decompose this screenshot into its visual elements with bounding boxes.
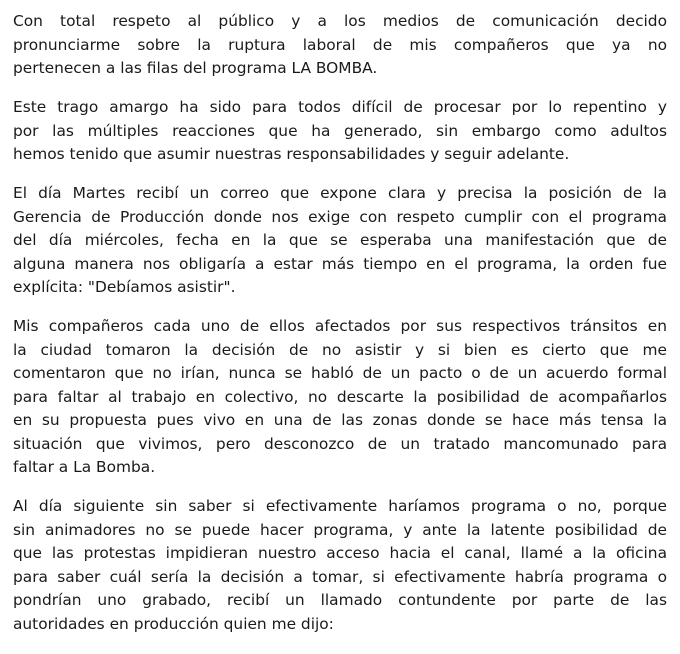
text-line: El día Martes recibí un correo que expone clara y precisa la posición de la [13, 184, 667, 202]
text-line: que las protestas impidieran nuestro acceso hacia el canal, llamé a la oficina [13, 544, 667, 562]
text-line: pertenecen a las filas del programa LA BOMBA. [13, 59, 378, 77]
text-line: para faltar al trabajo en colectivo, no descarte la posibilidad de acompañarlos [13, 387, 667, 406]
text-line: del día miércoles, fecha en la que se esperaba una manifestación que de [13, 231, 667, 249]
text-line: Con total respeto al público y a los medios de comunicación decido [13, 12, 667, 30]
text-line: Gerencia de Producción donde nos exige con respeto cumplir con el programa [13, 207, 667, 226]
text-line: alguna manera nos obligaría a estar más tiempo en el programa, la orden fue [13, 254, 667, 273]
text-line: en su propuesta pues vivo en una de las zonas donde se hace más tensa la [13, 411, 667, 429]
paragraph-4 [13, 315, 667, 480]
text-line: autoridades en producción quien me dijo: [13, 614, 334, 633]
text-line: sin animadores no se puede hacer programa, y ante la latente posibilidad de [13, 520, 667, 539]
paragraph-5 [13, 495, 667, 636]
text-line: Al día siguiente sin saber si efectivamente haríamos programa o no, porque [13, 497, 667, 515]
text-line: situación que vivimos, pero desconozco de un tratado mancomunado para [13, 434, 667, 453]
text-line: pondrían uno grabado, recibí un llamado contundente por parte de las [13, 591, 667, 609]
text-line: la ciudad tomaron la decisión de no asistir y si bien es cierto que me [13, 340, 667, 359]
text-line: Este trago amargo ha sido para todos difícil de procesar por lo repentino y [13, 98, 667, 116]
text-line: hemos tenido que asumir nuestras responsabilidades y seguir adelante. [13, 145, 570, 163]
text-line: Mis compañeros cada uno de ellos afectados por sus respectivos tránsitos en [13, 317, 667, 335]
paragraph-3 [13, 182, 667, 300]
text-line: por las múltiples reacciones que ha generado, sin embargo como adultos [13, 121, 667, 140]
text-line: faltar a La Bomba. [13, 458, 156, 476]
paragraph-1 [13, 10, 667, 81]
paragraph-2 [13, 96, 667, 167]
text-line: pronunciarme sobre la ruptura laboral de mis compañeros que ya no [13, 35, 667, 54]
text-line: para saber cuál sería la decisión a tomar, si efectivamente habría programa o [13, 567, 667, 586]
text-line: explícita: "Debíamos asistir". [13, 278, 236, 296]
text-line: comentaron que no irían, nunca se habló de un pacto o de un acuerdo formal [13, 364, 667, 382]
